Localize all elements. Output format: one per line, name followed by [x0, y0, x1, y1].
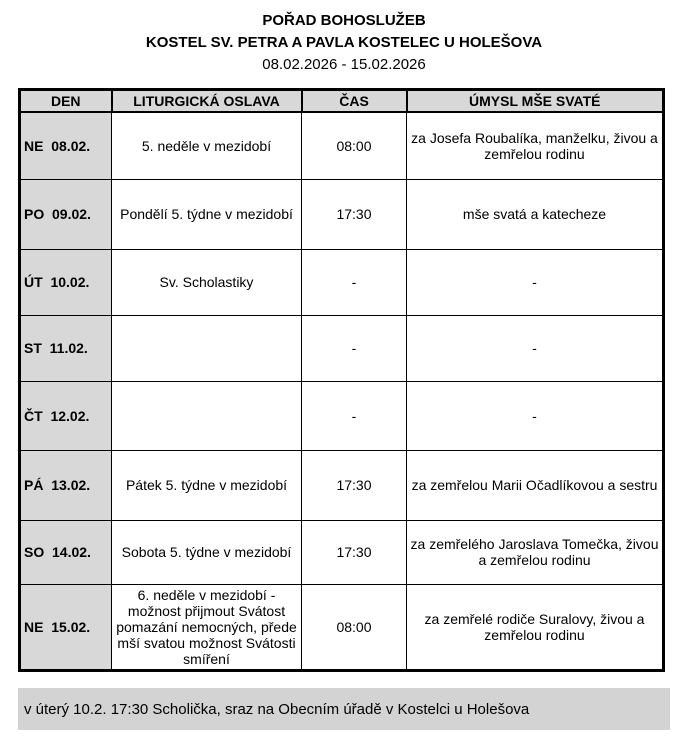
- day-cell: PO 09.02.: [20, 179, 112, 249]
- celebration-cell: [112, 381, 302, 450]
- celebration-cell: Sv. Scholastiky: [112, 249, 302, 315]
- time-cell: -: [302, 381, 407, 450]
- day-cell: NE 08.02.: [20, 112, 112, 179]
- intention-cell: -: [407, 381, 664, 450]
- table-row: [20, 520, 664, 584]
- column-header-time: ČAS: [302, 90, 407, 113]
- document-header: [0, 10, 688, 75]
- table-row: [20, 315, 664, 381]
- time-cell: 08:00: [302, 112, 407, 179]
- footer-note-text: v úterý 10.2. 17:30 Scholička, sraz na Obecním úřadě v Kostelci u Holešova: [24, 700, 530, 718]
- day-cell: ST 11.02.: [20, 315, 112, 381]
- time-cell: 17:30: [302, 450, 407, 520]
- column-header-day: DEN: [20, 90, 112, 113]
- intention-cell: za Josefa Roubalíka, manželku, živou a zemřelou rodinu: [407, 112, 664, 179]
- date-range: 08.02.2026 - 15.02.2026: [262, 56, 426, 73]
- day-cell: PÁ 13.02.: [20, 450, 112, 520]
- intention-cell: za zemřelé rodiče Suralovy, živou a zemřelou rodinu: [407, 584, 664, 670]
- intention-cell: mše svatá a katecheze: [407, 179, 664, 249]
- schedule-table-header: [20, 90, 664, 113]
- celebration-cell: Sobota 5. týdne v mezidobí: [112, 520, 302, 584]
- church-name: KOSTEL SV. PETRA A PAVLA KOSTELEC U HOLEŠOVA: [145, 34, 543, 51]
- table-row: [20, 450, 664, 520]
- footer-note: [18, 688, 670, 730]
- celebration-cell: 5. neděle v mezidobí: [112, 112, 302, 179]
- time-cell: -: [302, 315, 407, 381]
- intention-cell: -: [407, 315, 664, 381]
- time-cell: -: [302, 249, 407, 315]
- time-cell: 08:00: [302, 584, 407, 670]
- column-header-intention: ÚMYSL MŠE SVATÉ: [407, 90, 664, 113]
- table-row: [20, 112, 664, 179]
- day-cell: SO 14.02.: [20, 520, 112, 584]
- table-row: [20, 584, 664, 670]
- celebration-cell: Pátek 5. týdne v mezidobí: [112, 450, 302, 520]
- schedule-table-body: [20, 112, 664, 670]
- column-header-celebration: LITURGICKÁ OSLAVA: [112, 90, 302, 113]
- celebration-cell: Pondělí 5. týdne v mezidobí: [112, 179, 302, 249]
- header-row: [20, 90, 664, 113]
- celebration-cell: 6. neděle v mezidobí - možnost přijmout Svátost pomazání nemocných, přede mší svatou možnost Svátosti smíření: [112, 584, 302, 670]
- table-row: [20, 249, 664, 315]
- intention-cell: -: [407, 249, 664, 315]
- day-cell: ČT 12.02.: [20, 381, 112, 450]
- day-cell: ÚT 10.02.: [20, 249, 112, 315]
- celebration-cell: [112, 315, 302, 381]
- table-row: [20, 381, 664, 450]
- intention-cell: za zemřelou Marii Očadlíkovou a sestru: [407, 450, 664, 520]
- table-row: [20, 179, 664, 249]
- schedule-table: [18, 88, 665, 672]
- page-title: POŘAD BOHOSLUŽEB: [262, 12, 426, 29]
- day-cell: NE 15.02.: [20, 584, 112, 670]
- time-cell: 17:30: [302, 520, 407, 584]
- time-cell: 17:30: [302, 179, 407, 249]
- intention-cell: za zemřelého Jaroslava Tomečka, živou a zemřelou rodinu: [407, 520, 664, 584]
